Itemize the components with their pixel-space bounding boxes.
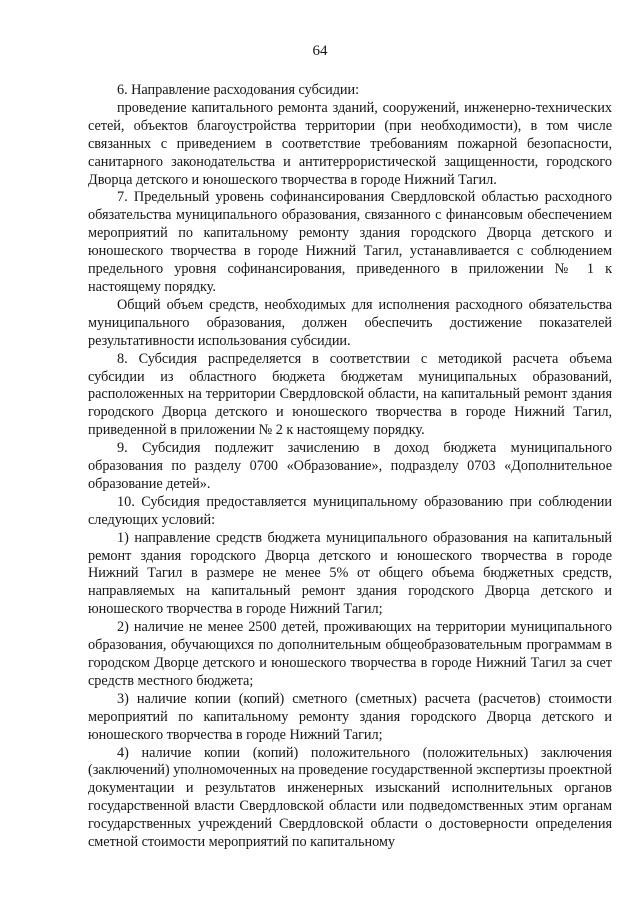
paragraph-7-continued: Общий объем средств, необходимых для исполнения расходного обязательства муниципального образования, должен обеспечить достижение показателей результативности использования субсидии.	[88, 296, 612, 349]
paragraph-7: 7. Предельный уровень софинансирования Свердловской областью расходного обязательства муниципального образования, связанного с финансовым обеспечением мероприятий по капитальному ремонту здания городского Дворца детского и юношеского творчества в городе Нижний Тагил, устанавливается с соблюдением предельного уровня софинансирования, приведенного в приложении № 1 к настоящему порядку.	[88, 189, 612, 295]
condition-3: 3) наличие копии (копий) сметного (сметных) расчета (расчетов) стоимости мероприятий по капитальному ремонту здания городского Дворца детского и юношеского творчества в городе Нижний Тагил;	[88, 690, 612, 743]
condition-4: 4) наличие копии (копий) положительного (положительных) заключения (заключений) уполномоченных на проведение государственной экспертизы проектной документации и результатов инженерных изысканий исполнительных органов государственной власти Свердловской области или подведомственных этим органам государственных учреждений Свердловской области о достоверности определения сметной стоимости мероприятий по капитальному	[88, 744, 612, 851]
condition-2: 2) наличие не менее 2500 детей, проживающих на территории муниципального образования, обучающихся по дополнительным общеобразовательным программам в городском Дворце детского и юношеского творчества в городе Нижний Тагил за счет средств местного бюджета;	[88, 619, 612, 689]
paragraph-10: 10. Субсидия предоставляется муниципальному образованию при соблюдении следующих условий:	[88, 493, 612, 528]
paragraph-9: 9. Субсидия подлежит зачислению в доход бюджета муниципального образования по разделу 0700 «Образование», подразделу 0703 «Дополнительное образование детей».	[88, 440, 612, 492]
document-body	[88, 82, 612, 852]
paragraph-6-text: проведение капитального ремонта зданий, сооружений, инженерно-технических сетей, объектов благоустройства территории (при необходимости), в том числе связанных с приведением в соответствие требованиям пожарной безопасности, санитарного законодательства и антитеррористической защищенности, городского Дворца детского и юношеского творчества в городе Нижний Тагил.	[88, 99, 612, 188]
condition-1: 1) направление средств бюджета муниципального образования на капитальный ремонт здания городского Дворца детского и юношеского творчества в городе Нижний Тагил в размере не менее 5% от общего объема бюджетных средств, направляемых на капитальный ремонт здания городского Дворца детского и юношеского творчества в городе Нижний Тагил;	[88, 529, 612, 618]
page-number: 64	[312, 43, 328, 59]
paragraph-8: 8. Субсидия распределяется в соответствии с методикой расчета объема субсидии из областного бюджета бюджетам муниципальных образований, расположенных на территории Свердловской области, на капитальный ремонт здания городского Дворца детского и юношеского творчества в городе Нижний Тагил, приведенной в приложении № 2 к настоящему порядку.	[88, 350, 612, 439]
paragraph-6-heading: 6. Направление расходования субсидии:	[117, 82, 360, 98]
